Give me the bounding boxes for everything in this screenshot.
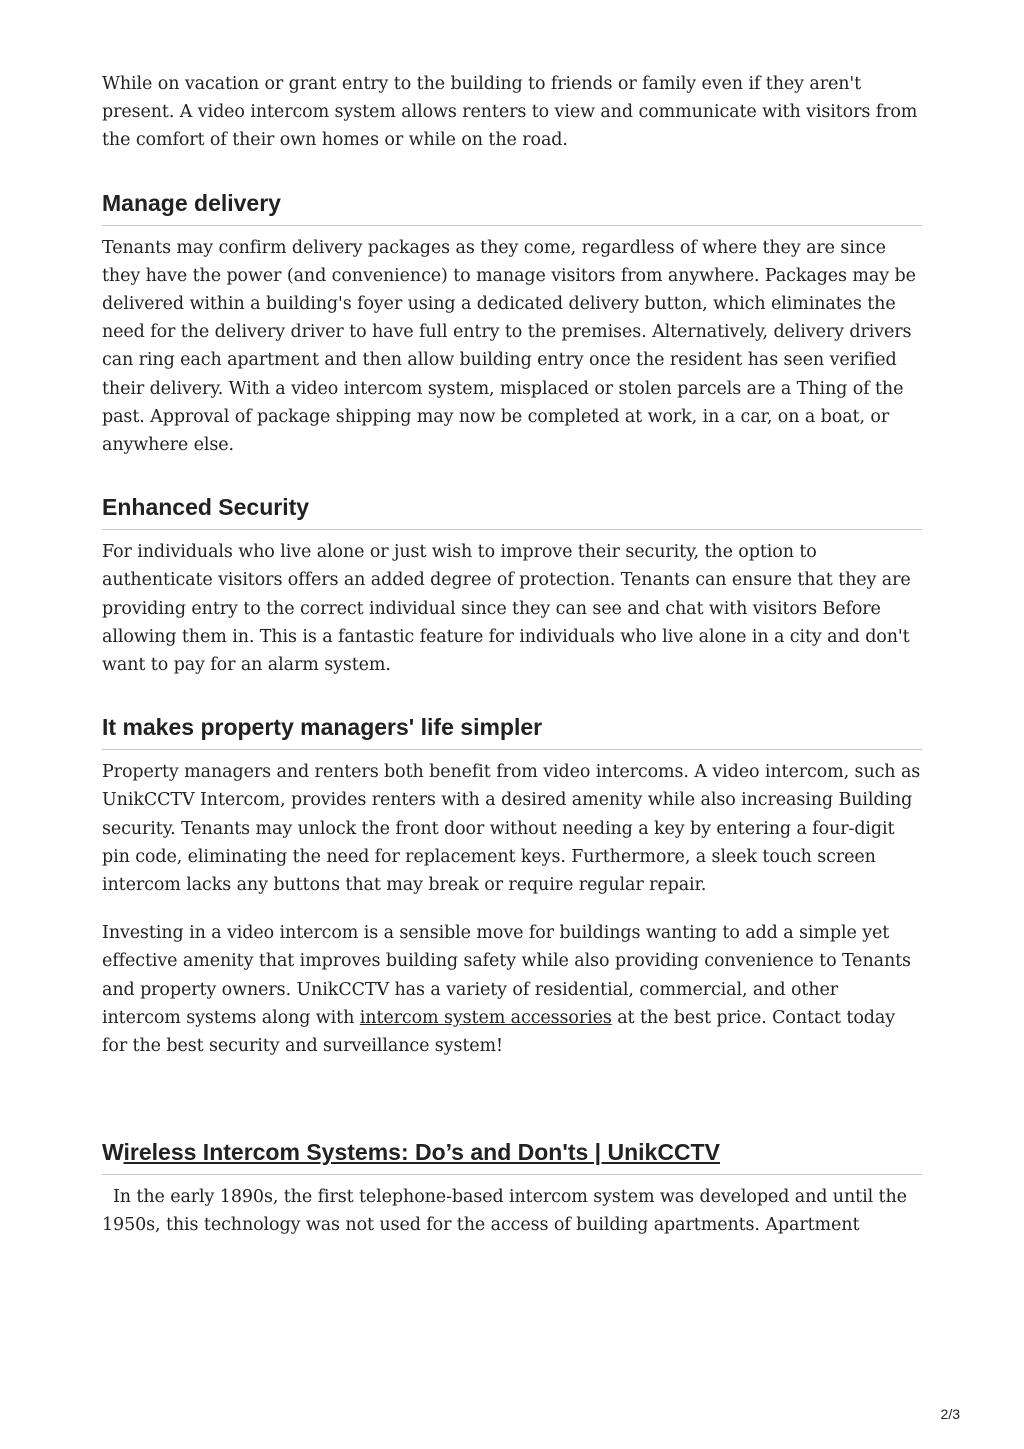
manage-delivery-paragraph: Tenants may confirm delivery packages as they come, regardless of where they are since they have the power (and convenience) to manage visitors from anywhere. Packages may be delivered within a building's foyer using a dedicated delivery button, which eliminates the need for the delivery driver to have full entry to the premises. Alternatively, delivery drivers can ring each apartment and then allow building entry once the resident has seen verified their delivery. With a video intercom system, misplaced or stolen parcels are a Thing of the past. Approval of package shipping may now be completed at work, in a car, on a boat, or anywhere else.	[102, 237, 916, 456]
heading-property-managers: It makes property managers' life simpler	[102, 713, 922, 750]
next-article-link[interactable]: ireless Intercom Systems: Do’s and Don'ts | UnikCCTV	[123, 1139, 720, 1166]
property-managers-paragraph: Property managers and renters both benefit from video intercoms. A video intercom, such as UnikCCTV Intercom, provides renters with a desired amenity while also increasing Building security. Tenants may unlock the front door without needing a key by entering a four-digit pin code, eliminating the need for replacement keys. Furthermore, a sleek touch screen intercom lacks any buttons that may break or require regular repair.	[102, 762, 921, 896]
heading-enhanced-security: Enhanced Security	[102, 493, 922, 530]
enhanced-security-paragraph: For individuals who live alone or just wish to improve their security, the option to authenticate visitors offers an added degree of protection. Tenants can ensure that they are providing entry to the correct individual since they can see and chat with visitors Before allowing them in. This is a fantastic feature for individuals who live alone in a city and don't want to pay for an alarm system.	[102, 542, 911, 676]
intro-paragraph: While on vacation or grant entry to the building to friends or family even if they aren't present. A video intercom system allows renters to view and communicate with visitors from the comfort of their own homes or while on the road.	[102, 74, 918, 151]
next-article-heading-prefix: W	[102, 1139, 124, 1166]
page-number: 2/3	[940, 1406, 960, 1422]
heading-next-article	[102, 1138, 922, 1175]
closing-paragraph	[102, 919, 922, 1060]
heading-manage-delivery: Manage delivery	[102, 189, 922, 226]
next-article-paragraph: In the early 1890s, the first telephone-based intercom system was developed and until the 1950s, this technology was not used for the access of building apartments. Apartment	[102, 1187, 913, 1236]
closing-text-after-link: at the best price. Contact today for the best security and surveillance system!	[102, 1007, 895, 1057]
intercom-accessories-link[interactable]: intercom system accessories	[359, 1007, 612, 1028]
document-page	[102, 70, 922, 1240]
closing-text-before-link: Investing in a video intercom is a sensible move for buildings wanting to add a simple yet effective amenity that improves building safety while also providing convenience to Tenants and property owners. UnikCCTV has a variety of residential, commercial, and other intercom systems along with	[102, 923, 911, 1028]
